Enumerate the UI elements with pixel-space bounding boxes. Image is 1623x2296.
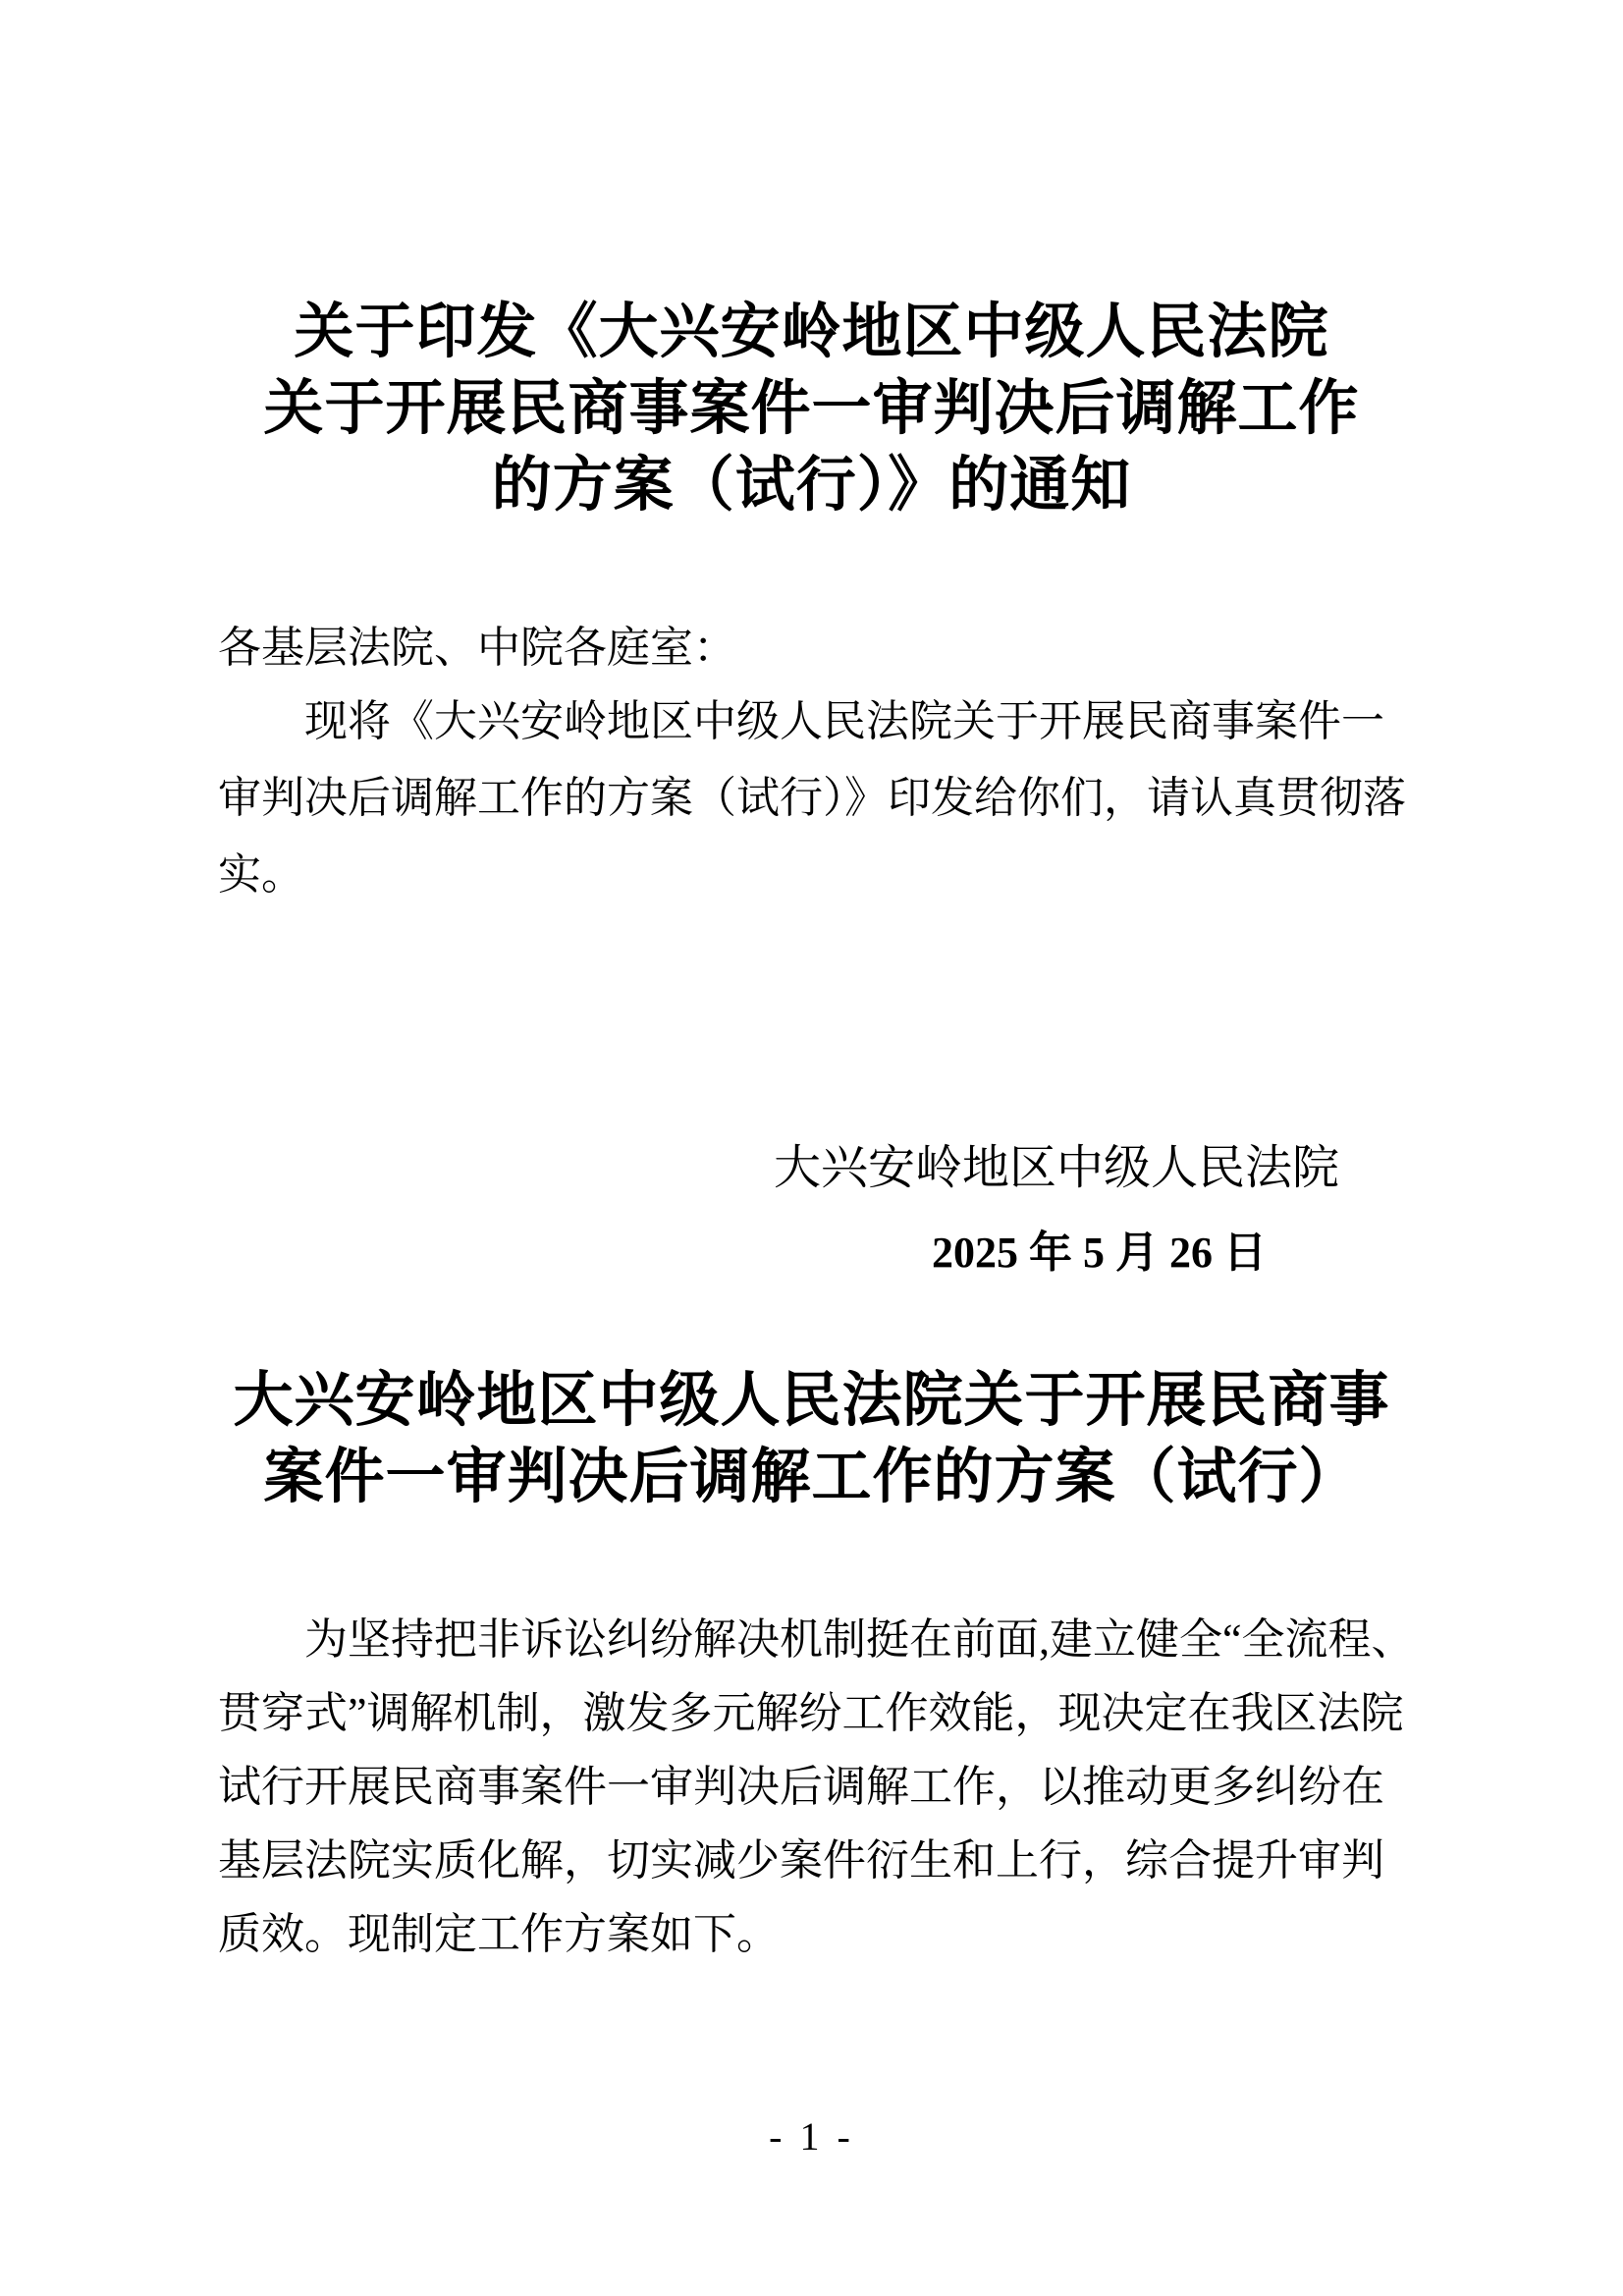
notice-title-line-1: 关于印发《大兴安岭地区中级人民法院 bbox=[294, 300, 1329, 365]
notice-title-line-2: 关于开展民商事案件一审判决后调解工作 bbox=[263, 376, 1360, 442]
plan-title-line-1: 大兴安岭地区中级人民法院关于开展民商事 bbox=[233, 1368, 1390, 1434]
plan-body-line-3: 试行开展民商事案件一审判决后调解工作，以推动更多纠纷在 bbox=[218, 1763, 1384, 1811]
issue-date: 2025 年 5 月 26 日 bbox=[932, 1229, 1267, 1277]
notice-body-line-1: 现将《大兴安岭地区中级人民法院关于开展民商事案件一 bbox=[304, 697, 1384, 745]
notice-title-line-3: 的方案（试行）》的通知 bbox=[491, 453, 1132, 519]
plan-body-line-1: 为坚持把非诉讼纠纷解决机制挺在前面,建立健全“全流程、 bbox=[304, 1615, 1415, 1664]
plan-body-line-4: 基层法院实质化解，切实减少案件衍生和上行，综合提升审判 bbox=[218, 1836, 1384, 1885]
plan-title bbox=[0, 1363, 1623, 1516]
salutation: 各基层法院、中院各庭室： bbox=[218, 624, 736, 672]
issuer-signature: 大兴安岭地区中级人民法院 bbox=[773, 1142, 1339, 1194]
page-number: - 1 - bbox=[769, 2114, 854, 2159]
plan-body-line-5: 质效。现制定工作方案如下。 bbox=[218, 1910, 780, 1958]
plan-title-line-2: 案件一审判决后调解工作的方案（试行） bbox=[263, 1445, 1360, 1510]
plan-body-paragraph bbox=[218, 1603, 1504, 1971]
notice-body-line-3: 实。 bbox=[218, 850, 304, 899]
plan-body-line-2: 贯穿式”调解机制，激发多元解纷工作效能，现决定在我区法院 bbox=[218, 1689, 1404, 1737]
notice-body-paragraph bbox=[218, 683, 1504, 913]
notice-title bbox=[0, 295, 1623, 524]
notice-body-line-2: 审判决后调解工作的方案（试行）》印发给你们，请认真贯彻落 bbox=[218, 774, 1406, 822]
